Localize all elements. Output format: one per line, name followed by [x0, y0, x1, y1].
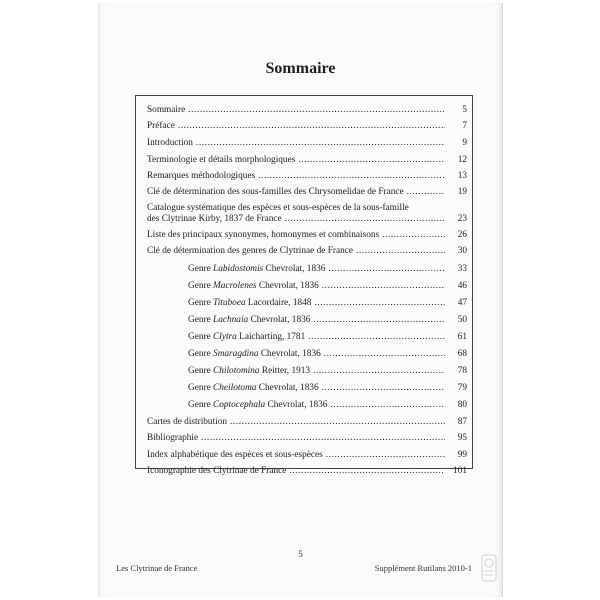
toc-entry-page: 95 — [457, 433, 467, 443]
toc-entry-page: 7 — [462, 121, 467, 131]
genus-author: Chevrolat, 1836 — [260, 349, 321, 359]
genus-name: Coptocephala — [213, 400, 266, 410]
stamp-icon — [480, 553, 498, 583]
toc-entry-title: Clé de détermination des genres de Clytrinae de France ..... — [147, 246, 445, 257]
genus-prefix: Genre — [188, 332, 211, 342]
genus-name: Macrolenes — [213, 281, 257, 291]
toc-entry-page: 12 — [457, 155, 467, 165]
toc-entry-page: 30 — [457, 246, 467, 256]
genus-prefix: Genre — [188, 315, 211, 325]
genus-name: Smaragdina — [213, 349, 259, 359]
toc-entry-page: 13 — [457, 171, 467, 181]
genus-name: Chilotomina — [213, 366, 260, 376]
genus-author: Reitter, 1913 — [261, 366, 311, 376]
toc-entry-page: 87 — [457, 417, 467, 427]
genus-prefix: Genre — [188, 366, 211, 376]
toc-entry-title: Cartes de distribution ..... — [147, 417, 445, 428]
toc-entry-page: 50 — [457, 315, 467, 325]
toc-entry-title: Index alphabétique des espèces et sous-espèces ..... — [147, 450, 445, 461]
toc-entry-title: Liste des principaux synonymes, homonymes et combinaisons ..... — [147, 230, 445, 241]
page-number: 5 — [298, 549, 303, 559]
toc-entry-page: 78 — [457, 366, 467, 376]
table-of-contents — [135, 95, 473, 476]
toc-entry-title: Iconographie des Clytrinae de France ..... — [147, 466, 445, 477]
genus-name: Lachnaia — [213, 315, 249, 325]
genus-author: Chevrolat, 1836 — [265, 264, 326, 274]
toc-entry-page: 19 — [457, 187, 467, 197]
toc-entry-page: 26 — [457, 230, 467, 240]
genus-name: Clytra — [213, 332, 237, 342]
toc-entry-title: Clé de détermination des sous-familles des Chrysomelidae de France ..... — [147, 187, 445, 198]
toc-entry-page: 79 — [457, 383, 467, 393]
toc-entry-title: Préface ..... — [147, 121, 445, 132]
toc-entry-page: 5 — [462, 105, 467, 115]
document-page — [98, 3, 503, 597]
genus-name: Cheilotoma — [213, 383, 257, 393]
toc-entry-title: Terminologie et détails morphologiques ..... — [147, 155, 445, 166]
genus-name: Tituboea — [213, 298, 246, 308]
toc-entry-page: 61 — [457, 332, 467, 342]
genus-prefix: Genre — [188, 281, 211, 291]
genus-author: Chevrolat, 1836 — [258, 281, 319, 291]
footer-left: Les Clytrinae de France — [116, 563, 198, 573]
toc-entry-title-line1: Catalogue systématique des espèces et sous-espèces de la sous-famille — [147, 203, 409, 213]
genus-prefix: Genre — [188, 400, 211, 410]
toc-entry-page: 46 — [457, 281, 467, 291]
toc-entry-page: 33 — [457, 264, 467, 274]
toc-entry-title-line2: des Clytrinae Kirby, 1837 de France ..... — [147, 214, 445, 225]
toc-entry-title: Sommaire ..... — [147, 105, 445, 116]
toc-entry-page: 68 — [457, 349, 467, 359]
toc-entry-page: 23 — [457, 214, 467, 224]
toc-entry-page: 47 — [457, 298, 467, 308]
page-title: Sommaire — [265, 60, 336, 77]
genus-author: Chevrolat, 1836 — [258, 383, 319, 393]
genus-author: Laicharting, 1781 — [239, 332, 306, 342]
genus-prefix: Genre — [188, 298, 211, 308]
genus-author: Chevrolat, 1836 — [250, 315, 311, 325]
genus-name: Labidostomis — [213, 264, 264, 274]
toc-entry-page: 80 — [457, 400, 467, 410]
toc-entry-title: Remarques méthodologiques ..... — [147, 171, 445, 182]
toc-entry-title: Introduction ..... — [147, 138, 445, 149]
toc-entry-page: 9 — [462, 138, 467, 148]
genus-author: Lacordaire, 1848 — [247, 298, 312, 308]
toc-entry-title: Bibliographie ..... — [147, 433, 445, 444]
genus-prefix: Genre — [188, 264, 211, 274]
genus-prefix: Genre — [188, 383, 211, 393]
toc-entry-page: 101 — [453, 466, 467, 476]
toc-entry-page: 99 — [457, 450, 467, 460]
genus-prefix: Genre — [188, 349, 211, 359]
toc-entry[interactable] — [147, 203, 467, 225]
footer-right: Supplément Rutilans 2010-1 — [374, 563, 472, 573]
genus-author: Chevrolat, 1836 — [267, 400, 328, 410]
